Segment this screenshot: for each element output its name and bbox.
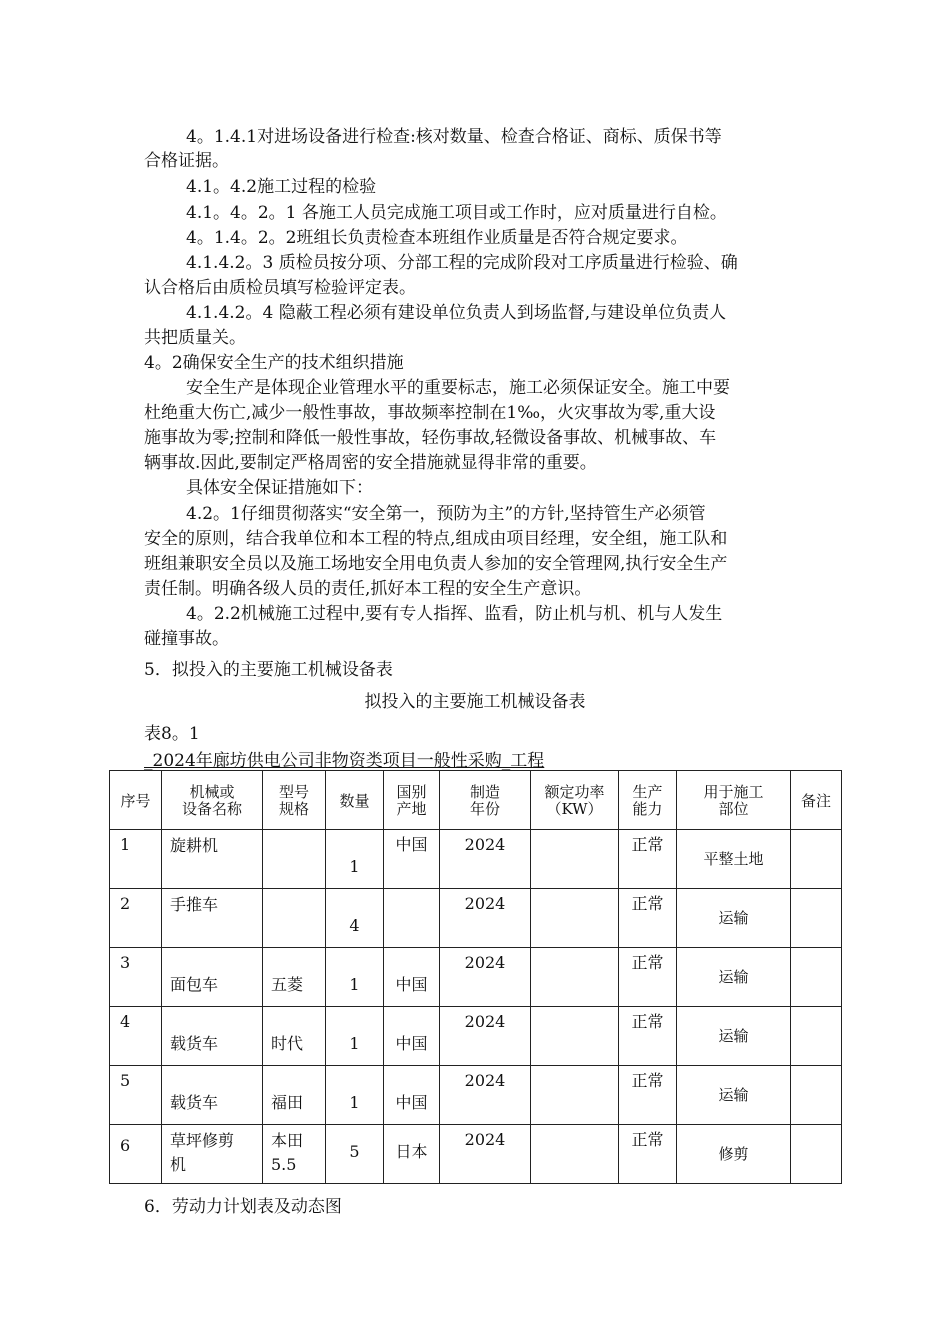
paragraph-line: 共把质量关。 bbox=[144, 328, 246, 348]
cell-usage: 运输 bbox=[677, 1066, 791, 1125]
cell-qty: 1 bbox=[326, 1007, 384, 1066]
cell-year: 2024 bbox=[440, 889, 531, 948]
cell-capacity: 正常 bbox=[619, 830, 677, 889]
equipment-table bbox=[109, 770, 842, 1184]
paragraph-line: 认合格后由质检员填写检验评定表。 bbox=[144, 278, 416, 298]
table-number: 表8。1 bbox=[144, 724, 200, 744]
cell-remark bbox=[791, 1066, 842, 1125]
cell-remark bbox=[791, 1125, 842, 1184]
paragraph-line: 4。2.2机械施工过程中,要有专人指挥、监看，防止机与机、机与人发生 bbox=[186, 604, 723, 624]
paragraph-line: 具体安全保证措施如下： bbox=[186, 478, 373, 498]
paragraph-line: 安全生产是体现企业管理水平的重要标志，施工必须保证安全。施工中要 bbox=[186, 378, 730, 398]
cell-model: 时代 bbox=[263, 1007, 326, 1066]
cell-remark bbox=[791, 1007, 842, 1066]
paragraph-line: 4.2。1仔细贯彻落实“安全第一，预防为主”的方针,坚持管生产必须管 bbox=[186, 504, 706, 524]
cell-year: 2024 bbox=[440, 948, 531, 1007]
table-row bbox=[110, 830, 842, 889]
header-no: 序号 bbox=[110, 771, 162, 830]
cell-origin: 日本 bbox=[384, 1125, 440, 1184]
cell-capacity: 正常 bbox=[619, 1066, 677, 1125]
cell-no: 1 bbox=[110, 830, 162, 889]
cell-usage: 运输 bbox=[677, 948, 791, 1007]
paragraph-line: 安全的原则，结合我单位和本工程的特点,组成由项目经理，安全组，施工队和 bbox=[144, 529, 728, 549]
header-origin: 国别 产地 bbox=[384, 771, 440, 830]
cell-name: 手推车 bbox=[162, 889, 263, 948]
cell-model: 本田 5.5 bbox=[263, 1125, 326, 1184]
cell-remark bbox=[791, 948, 842, 1007]
cell-name: 旋耕机 bbox=[162, 830, 263, 889]
cell-usage: 修剪 bbox=[677, 1125, 791, 1184]
cell-year: 2024 bbox=[440, 830, 531, 889]
paragraph-line: 碰撞事故。 bbox=[144, 629, 229, 649]
cell-origin: 中国 bbox=[384, 1007, 440, 1066]
cell-origin: 中国 bbox=[384, 948, 440, 1007]
table-row bbox=[110, 1125, 842, 1184]
cell-origin bbox=[384, 889, 440, 948]
section-heading: 5．拟投入的主要施工机械设备表 bbox=[144, 660, 393, 680]
cell-capacity: 正常 bbox=[619, 1125, 677, 1184]
section-heading: 4。2确保安全生产的技术组织措施 bbox=[144, 353, 404, 373]
paragraph-line: 4。1.4。2。2班组长负责检查本班组作业质量是否符合规定要求。 bbox=[186, 228, 688, 248]
cell-year: 2024 bbox=[440, 1066, 531, 1125]
paragraph-line: 班组兼职安全员以及施工场地安全用电负责人参加的安全管理网,执行安全生产 bbox=[144, 554, 728, 574]
cell-remark bbox=[791, 830, 842, 889]
project-name: _2024年廊坊供电公司非物资类项目一般性采购_工程 bbox=[144, 751, 545, 771]
cell-no: 4 bbox=[110, 1007, 162, 1066]
cell-power bbox=[531, 1007, 619, 1066]
cell-usage: 运输 bbox=[677, 889, 791, 948]
paragraph-line: 4.1。4。2。1 各施工人员完成施工项目或工作时，应对质量进行自检。 bbox=[186, 203, 727, 223]
section-heading: 6．劳动力计划表及动态图 bbox=[144, 1197, 342, 1217]
header-remark: 备注 bbox=[791, 771, 842, 830]
cell-usage: 平整土地 bbox=[677, 830, 791, 889]
cell-power bbox=[531, 830, 619, 889]
cell-model bbox=[263, 830, 326, 889]
cell-year: 2024 bbox=[440, 1125, 531, 1184]
cell-capacity: 正常 bbox=[619, 889, 677, 948]
header-year: 制造 年份 bbox=[440, 771, 531, 830]
paragraph-line: 合格证据。 bbox=[144, 151, 229, 171]
paragraph-line: 责任制。明确各级人员的责任,抓好本工程的安全生产意识。 bbox=[144, 579, 592, 599]
paragraph-line: 4.1.4.2。3 质检员按分项、分部工程的完成阶段对工序质量进行检验、确 bbox=[186, 253, 738, 273]
cell-origin: 中国 bbox=[384, 1066, 440, 1125]
cell-power bbox=[531, 1125, 619, 1184]
cell-no: 5 bbox=[110, 1066, 162, 1125]
header-capacity: 生产 能力 bbox=[619, 771, 677, 830]
paragraph-line: 施事故为零;控制和降低一般性事故，轻伤事故,轻微设备事故、机械事故、车 bbox=[144, 428, 717, 448]
cell-capacity: 正常 bbox=[619, 1007, 677, 1066]
header-qty: 数量 bbox=[326, 771, 384, 830]
paragraph-line: 辆事故.因此,要制定严格周密的安全措施就显得非常的重要。 bbox=[144, 453, 597, 473]
paragraph-line: 4.1.4.2。4 隐蔽工程必须有建设单位负责人到场监督,与建设单位负责人 bbox=[186, 303, 727, 323]
table-row bbox=[110, 889, 842, 948]
cell-no: 6 bbox=[110, 1125, 162, 1184]
cell-usage: 运输 bbox=[677, 1007, 791, 1066]
cell-model bbox=[263, 889, 326, 948]
cell-model: 五菱 bbox=[263, 948, 326, 1007]
table-row bbox=[110, 1066, 842, 1125]
header-power: 额定功率 （KW） bbox=[531, 771, 619, 830]
header-name: 机械或 设备名称 bbox=[162, 771, 263, 830]
cell-model: 福田 bbox=[263, 1066, 326, 1125]
cell-name: 载货车 bbox=[162, 1007, 263, 1066]
table-title: 拟投入的主要施工机械设备表 bbox=[364, 692, 586, 712]
cell-no: 2 bbox=[110, 889, 162, 948]
cell-no: 3 bbox=[110, 948, 162, 1007]
header-model: 型号 规格 bbox=[263, 771, 326, 830]
cell-capacity: 正常 bbox=[619, 948, 677, 1007]
cell-year: 2024 bbox=[440, 1007, 531, 1066]
header-usage: 用于施工 部位 bbox=[677, 771, 791, 830]
cell-power bbox=[531, 889, 619, 948]
cell-qty: 4 bbox=[326, 889, 384, 948]
cell-power bbox=[531, 1066, 619, 1125]
table-row bbox=[110, 948, 842, 1007]
cell-origin: 中国 bbox=[384, 830, 440, 889]
section-heading: 4.1。4.2施工过程的检验 bbox=[186, 177, 377, 197]
paragraph-line: 杜绝重大伤亡,减少一般性事故，事故频率控制在1‰，火灾事故为零,重大设 bbox=[144, 403, 716, 423]
cell-name: 载货车 bbox=[162, 1066, 263, 1125]
paragraph-line: 4。1.4.1对进场设备进行检查:核对数量、检查合格证、商标、质保书等 bbox=[186, 127, 722, 147]
table-row bbox=[110, 1007, 842, 1066]
cell-name: 草坪修剪 机 bbox=[162, 1125, 263, 1184]
table-header-row bbox=[110, 771, 842, 830]
cell-qty: 5 bbox=[326, 1125, 384, 1184]
cell-qty: 1 bbox=[326, 1066, 384, 1125]
cell-name: 面包车 bbox=[162, 948, 263, 1007]
cell-power bbox=[531, 948, 619, 1007]
cell-qty: 1 bbox=[326, 948, 384, 1007]
cell-remark bbox=[791, 889, 842, 948]
cell-qty: 1 bbox=[326, 830, 384, 889]
